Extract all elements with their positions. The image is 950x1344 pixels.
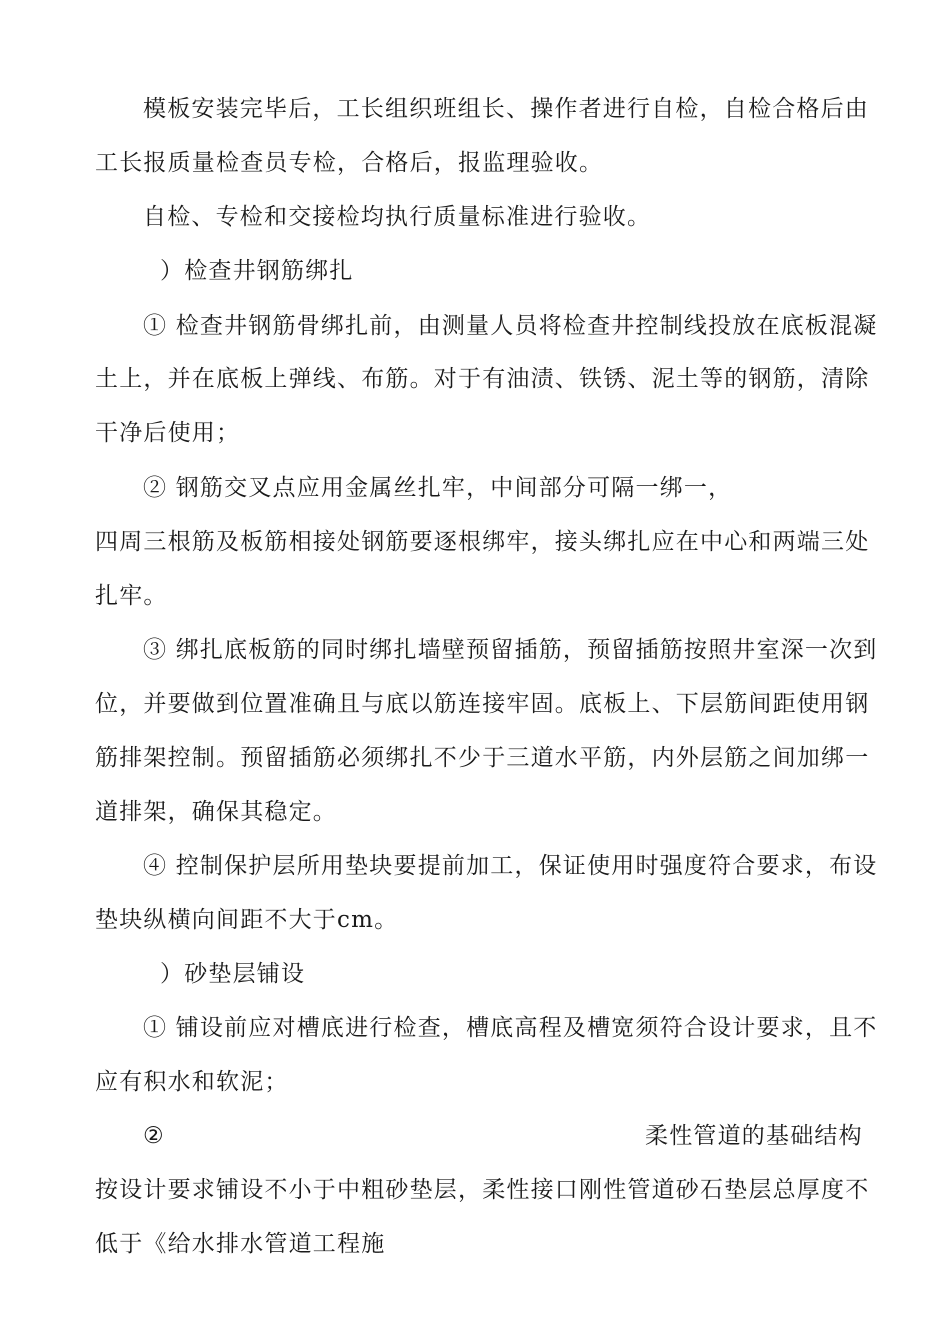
item3-line3: 筋排架控制。预留插筋必须绑扎不少于三道水平筋，内外层筋之间加绑一: [95, 745, 870, 771]
item3-line2: 位，并要做到位置准确且与底以筋连接牢固。底板上、下层筋间距使用钢: [95, 691, 870, 717]
section-heading-inspection-well-rebar: ）检查井钢筋绑扎: [160, 258, 354, 284]
item6-line2: 按设计要求铺设不小于中粗砂垫层，柔性接口刚性管道砂石垫层总厚度不: [95, 1177, 870, 1203]
section-heading-sand-cushion: ）砂垫层铺设: [160, 961, 306, 987]
item4-line2: 垫块纵横向间距不大于cm。: [95, 907, 399, 933]
item2-line2: 四周三根筋及板筋相接处钢筋要逐根绑牢，接头绑扎应在中心和两端三处: [95, 529, 870, 555]
item5-line1: ① 铺设前应对槽底进行检查，槽底高程及槽宽须符合设计要求，且不: [143, 1015, 878, 1041]
item5-line2: 应有积水和软泥；: [95, 1069, 289, 1095]
item1-line2: 土上，并在底板上弹线、布筋。对于有油渍、铁锈、泥土等的钢筋，清除: [95, 366, 870, 392]
para1-line2: 工长报质量检查员专检，合格后，报监理验收。: [95, 150, 604, 176]
item3-line1: ③ 绑扎底板筋的同时绑扎墙壁预留插筋，预留插筋按照井室深一次到: [143, 637, 878, 663]
item3-line4: 道排架，确保其稳定。: [95, 799, 337, 825]
item1-line1: ① 检查井钢筋骨绑扎前，由测量人员将检查井控制线投放在底板混凝: [143, 313, 878, 339]
item1-line3: 干净后使用；: [95, 420, 241, 446]
item2-line3: 扎牢。: [95, 583, 168, 609]
para1-line1: 模板安装完毕后，工长组织班组长、操作者进行自检，自检合格后由: [143, 96, 869, 122]
para2-line1: 自检、专检和交接检均执行质量标准进行验收。: [143, 204, 652, 230]
item4-line1: ④ 控制保护层所用垫块要提前加工，保证使用时强度符合要求，布设: [143, 853, 878, 879]
item6-line1-right: 柔性管道的基础结构: [645, 1123, 863, 1149]
item2-line1: ② 钢筋交叉点应用金属丝扎牢，中间部分可隔一绑一，: [143, 475, 733, 501]
item6-line3: 低于《给水排水管道工程施: [95, 1231, 386, 1257]
item6-marker: ②: [143, 1123, 165, 1149]
